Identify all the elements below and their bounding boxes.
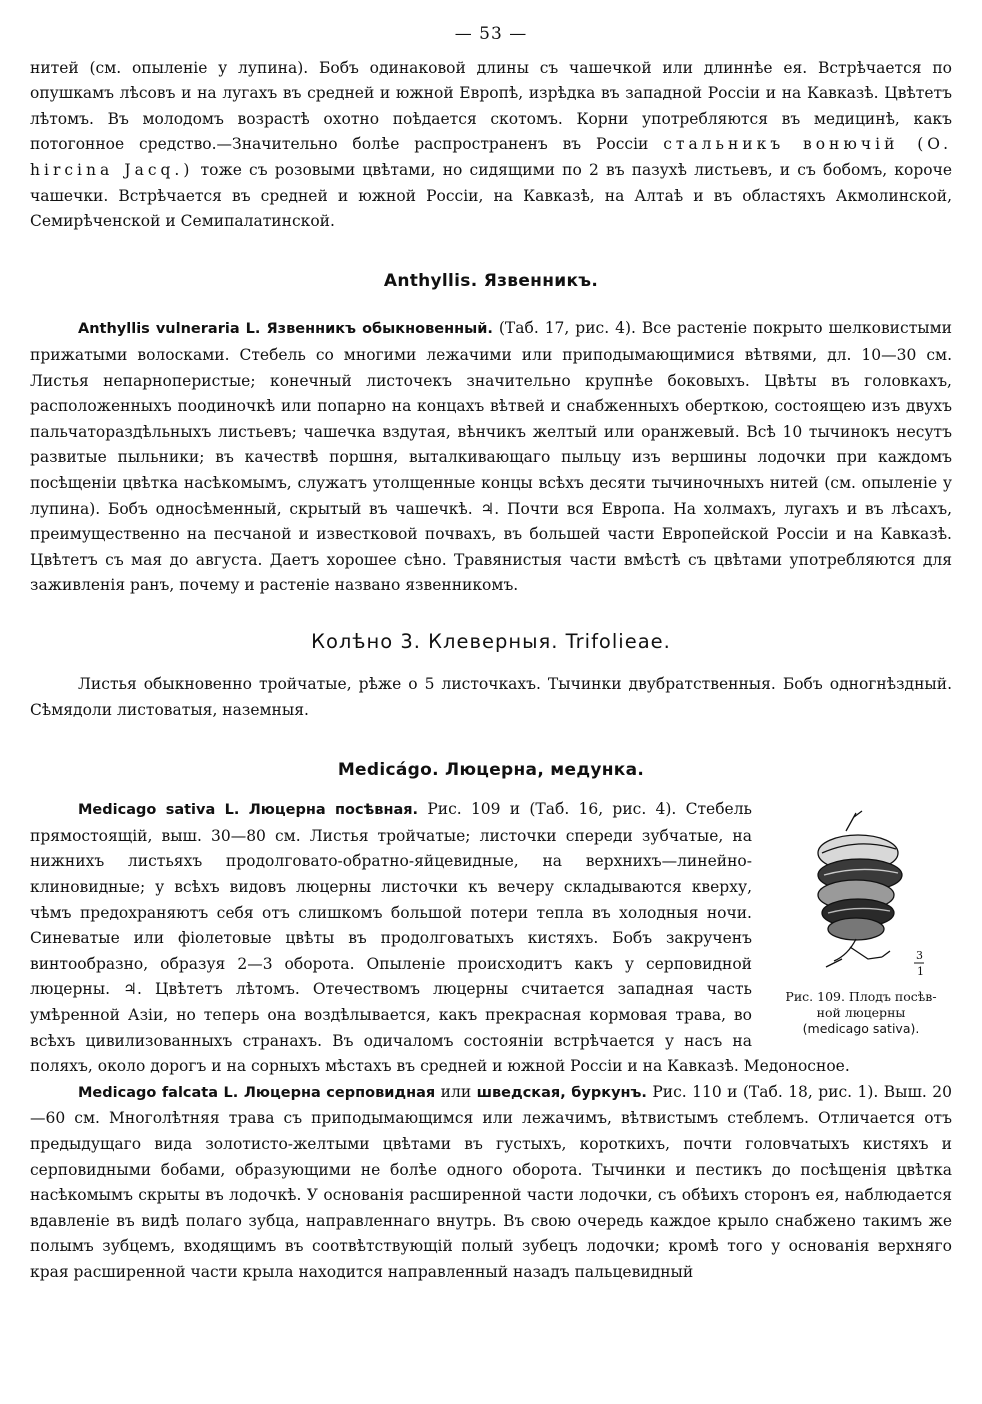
species-medicago-sativa: Medicago sativa L. Люцерна посѣвная.	[78, 802, 419, 819]
para1-text: нитей (см. опыленіе у лупина). Бобъ одинаковой длины съ чашечкой или длиннѣе ея. Встрѣчается по опушкамъ лѣсовъ и на лугахъ въ средней и южной Европѣ, изрѣдка въ западной Россіи и на Кавказѣ. Цвѣтетъ лѣтомъ. Въ молодомъ возрастѣ охотно поѣдается скотомъ. Корни употребляются въ медицинѣ, какъ потогонное средство.—Значительно болѣе распространенъ въ Россіи	[30, 58, 952, 154]
scale-numerator: 3	[916, 949, 923, 963]
falcata-description: Рис. 110 и (Таб. 18, рис. 1). Выш. 20—60 см. Многолѣтняя трава съ приподымающимся или лежачимъ, вѣтвистымъ стеблемъ. Отличается отъ предыдущаго вида золотисто-желтыми цвѣтами въ густыхъ, короткихъ, почти головчатыхъ кистяхъ и серповидными бобами, образующими не болѣе одного оборота. Тычинки и пестикъ до посѣщенія цвѣтка насѣкомымъ скрыты въ лодочкѣ. У основанія расширенной части лодочки, съ обѣихъ сторонъ ея, наблюдается вдавленіе въ видѣ полаго зубца, направленнаго внутрь. Въ свою очередь каждое крыло снабжено такимъ же полымъ зубцемъ, входящимъ въ соотвѣтствующій полый зубецъ лодочки; кромѣ того у основанія верхняго края расширенной части крыла находится направленный назадъ пальцевидный	[30, 1082, 952, 1281]
species-medicago-falcata-alt: шведская, буркунъ.	[476, 1084, 647, 1101]
para1-text-after: тоже съ розовыми цвѣтами, но сидящими по 2 въ пазухѣ листьевъ, и съ бобомъ, короче чашечки. Встрѣчается въ средней и южной Россіи, на Кавказѣ, на Алтаѣ и въ областяхъ Акмолинской, Семирѣченской и Семипалатинской.	[30, 160, 953, 231]
para1-spaced-species: стальникъ вонючій (O. hircina Jacq.)	[30, 135, 952, 179]
caption-line-1: Рис. 109. Плодъ посѣв-	[785, 989, 937, 1005]
heading-anthyllis: Anthyllis. Язвенникъ.	[383, 270, 599, 291]
figure-109	[770, 809, 952, 1037]
scale-denominator: 1	[917, 965, 924, 979]
heading-medicago: Medicágo. Люцерна, медунка.	[337, 759, 645, 780]
paragraph-tribe-description: Листья обыкновенно тройчатые, рѣже о 5 листочкахъ. Тычинки двубратственныя. Бобъ одногнѣздный. Сѣмядоли листоватыя, наземныя.	[30, 675, 952, 720]
paragraph-medicago-falcata	[30, 1080, 952, 1286]
figure-caption	[770, 989, 952, 1037]
heading-tribe-trifolieae: Колѣно 3. Клеверныя. Trifolieae.	[311, 629, 671, 653]
medicago-pod-illustration	[786, 809, 936, 981]
page-number: — 53 —	[454, 24, 528, 44]
caption-line-2: ной люцерны	[816, 1005, 906, 1021]
anthyllis-description: (Таб. 17, рис. 4). Все растеніе покрыто шелковистыми прижатыми волосками. Стебель со многими лежачими или приподымающимися вѣтвями, дл. 10—30 см. Листья непарноперистые; конечный листочекъ значительно крупнѣе боковыхъ. Цвѣты въ головкахъ, расположенныхъ поодиночкѣ или попарно на концахъ вѣтвей и снабженныхъ оберткою, состоящею изъ двухъ пальчатораздѣльныхъ листьевъ; чашечка вздутая, вѣнчикъ желтый или оранжевый. Всѣ 10 тычинокъ несутъ развитые пыльники; въ качествѣ поршня, выталкивающаго пыльцу изъ вершины лодочки при каждомъ посѣщеніи цвѣтка насѣкомымъ, служатъ утолщенные концы всѣхъ десяти тычиночныхъ нитей (см. опыленіе у лупина). Бобъ односѣменный, скрытый въ чашечкѣ. ♃. Почти вся Европа. На холмахъ, лугахъ и въ лѣсахъ, преимущественно на песчаной и известковой почвахъ, въ большей части Европейской Россіи и на Кавказѣ. Цвѣтетъ съ мая до августа. Даетъ хорошее сѣно. Травянистыя части вмѣстѣ съ цвѣтами употребляются для заживленія ранъ, почему и растеніе названо язвенникомъ.	[30, 319, 952, 595]
species-anthyllis-vulneraria: Anthyllis vulneraria L. Язвенникъ обыкновенный.	[78, 321, 493, 338]
caption-line-3: (medicago sativa).	[802, 1021, 920, 1037]
species-medicago-falcata: Medicago falcata L. Люцерна серповидная	[78, 1084, 436, 1101]
paragraph-anthyllis-vulneraria	[30, 316, 952, 599]
falcata-connector: или	[435, 1082, 477, 1101]
sativa-description: Рис. 109 и (Таб. 16, рис. 4). Стебель прямостоящій, выш. 30—80 см. Листья тройчатые; листочки спереди зубчатые, на нижнихъ листьяхъ продолговато-обратно-яйцевидные, на верхнихъ—линейно-клиновидные; у всѣхъ видовъ люцерны листочки къ вечеру складываются кверху, чѣмъ предохраняютъ себя отъ слишкомъ большой потери тепла въ холодныя ночи. Синеватые или фіолетовые цвѣты въ продолговатыхъ кистяхъ. Бобъ закрученъ винтообразно, образуя 2—3 оборота. Опыленіе происходитъ какъ у серповидной люцерны. ♃. Цвѣтетъ лѣтомъ. Отечествомъ люцерны считается западная часть умѣренной Азіи, но теперь она воздѣлывается, какъ прекрасная кормовая трава, во всѣхъ цивилизованныхъ странахъ. Въ одичаломъ состояніи встрѣчается у насъ на поляхъ, около дорогъ и на сорныхъ мѣстахъ въ средней и южной Россіи и на Кавказѣ. Медоносное.	[30, 800, 850, 1076]
paragraph-ononis-continued	[30, 56, 952, 235]
